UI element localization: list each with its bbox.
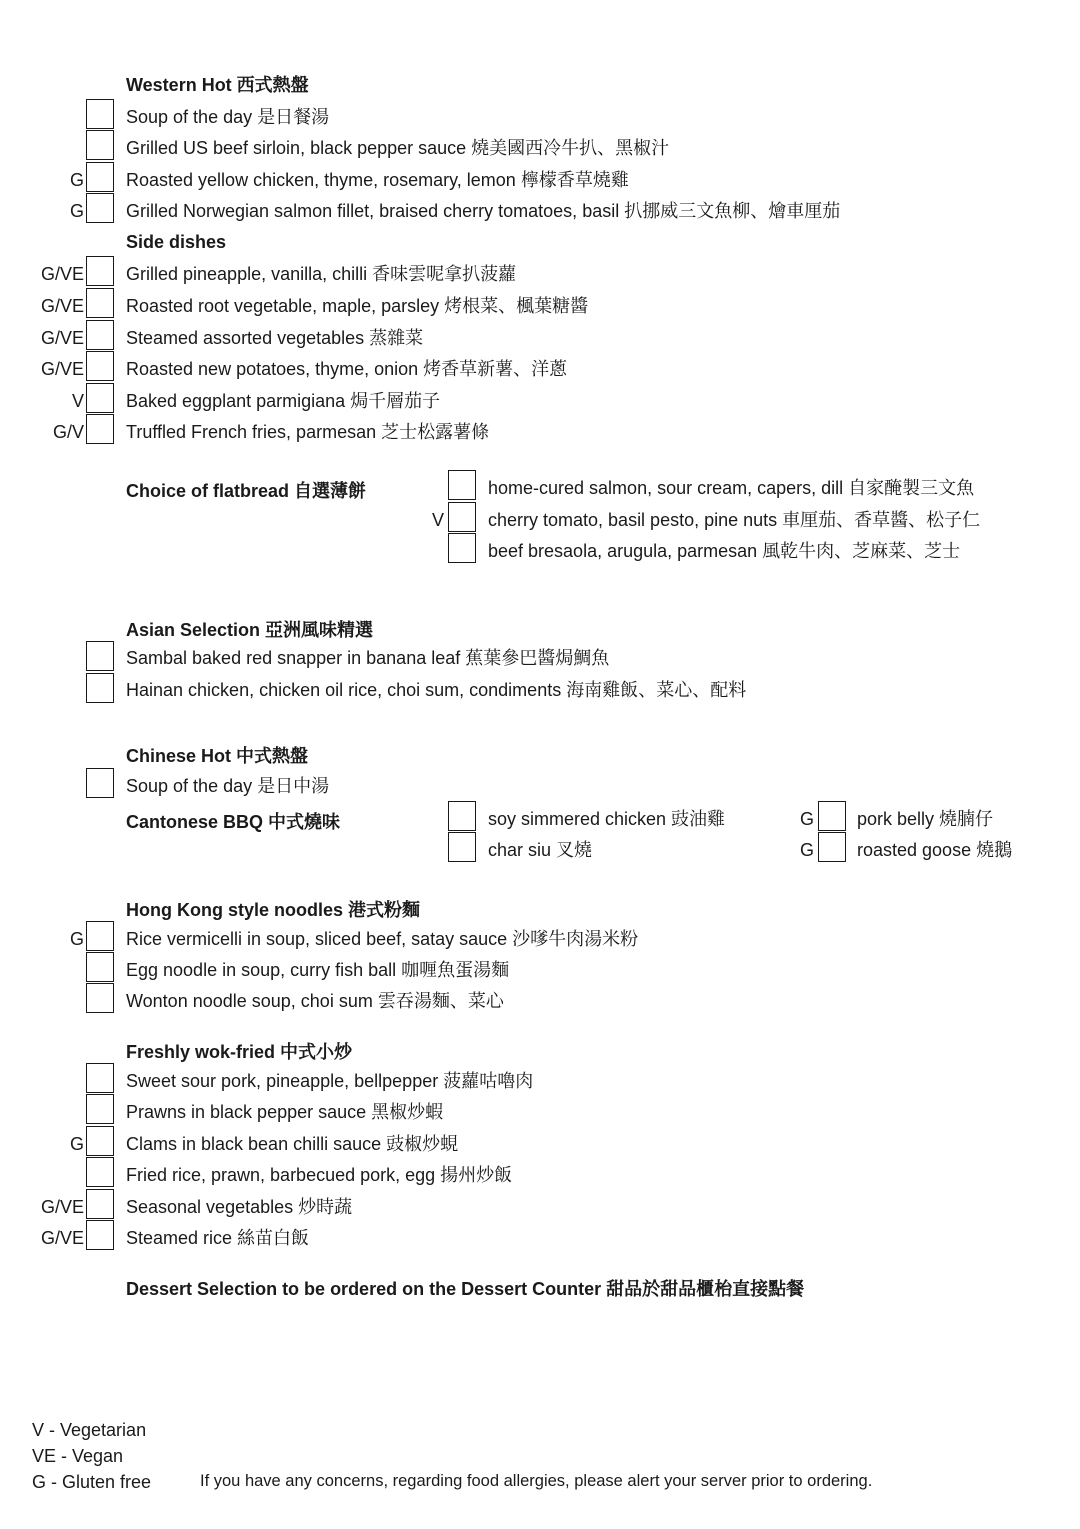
menu-item: Steamed rice 絲苗白飯 <box>126 1228 310 1248</box>
menu-checkbox[interactable] <box>448 533 476 563</box>
dietary-tag: G/VE <box>40 1197 84 1217</box>
menu-checkbox[interactable] <box>86 351 114 381</box>
menu-item: Roasted new potatoes, thyme, onion 烤香草新薯、洋蔥 <box>126 359 568 379</box>
menu-checkbox[interactable] <box>86 1094 114 1124</box>
menu-checkbox[interactable] <box>86 383 114 413</box>
menu-item: Grilled Norwegian salmon fillet, braised cherry tomatoes, basil 扒挪威三文魚柳、燴車厘茄 <box>126 201 841 221</box>
menu-checkbox[interactable] <box>86 130 114 160</box>
menu-item: char siu 叉燒 <box>488 840 593 860</box>
dietary-tag: G/VE <box>40 264 84 284</box>
menu-item: Truffled French fries, parmesan 芝士松露薯條 <box>126 422 490 442</box>
menu-checkbox[interactable] <box>448 470 476 500</box>
menu-item: Sambal baked red snapper in banana leaf 蕉葉參巴醬焗鯛魚 <box>126 648 610 668</box>
dessert-note: Dessert Selection to be ordered on the Dessert Counter 甜品於甜品櫃枱直接點餐 <box>126 1279 805 1299</box>
menu-checkbox[interactable] <box>86 641 114 671</box>
legend-vegetarian: V - Vegetarian <box>32 1420 147 1440</box>
menu-checkbox[interactable] <box>86 1063 114 1093</box>
menu-item: Egg noodle in soup, curry fish ball 咖喱魚蛋湯麵 <box>126 960 510 980</box>
menu-checkbox[interactable] <box>86 1157 114 1187</box>
menu-checkbox[interactable] <box>86 1220 114 1250</box>
menu-checkbox[interactable] <box>818 801 846 831</box>
menu-item: cherry tomato, basil pesto, pine nuts 車厘茄、香草醬、松子仁 <box>488 510 981 530</box>
menu-item: home-cured salmon, sour cream, capers, dill 自家醃製三文魚 <box>488 478 975 498</box>
dietary-tag: G/V <box>52 422 84 442</box>
dietary-tag: G/VE <box>40 328 84 348</box>
menu-checkbox[interactable] <box>86 320 114 350</box>
menu-item: Soup of the day 是日餐湯 <box>126 107 330 127</box>
menu-checkbox[interactable] <box>86 99 114 129</box>
menu-checkbox[interactable] <box>448 502 476 532</box>
legend-gluten-free: G - Gluten free <box>32 1472 152 1492</box>
menu-item: Hainan chicken, chicken oil rice, choi sum, condiments 海南雞飯、菜心、配料 <box>126 680 747 700</box>
menu-item: soy simmered chicken 豉油雞 <box>488 809 726 829</box>
dietary-tag: G/VE <box>40 296 84 316</box>
dietary-tag: G <box>69 170 84 190</box>
menu-checkbox[interactable] <box>86 162 114 192</box>
menu-item: Sweet sour pork, pineapple, bellpepper 菠蘿咕嚕肉 <box>126 1071 534 1091</box>
dietary-tag: G/VE <box>40 1228 84 1248</box>
section-heading-hk-noodles: Hong Kong style noodles 港式粉麵 <box>126 900 421 920</box>
menu-item: Roasted yellow chicken, thyme, rosemary, lemon 檸檬香草燒雞 <box>126 170 629 190</box>
dietary-tag: V <box>71 391 84 411</box>
section-heading-western-hot: Western Hot 西式熱盤 <box>126 75 309 95</box>
menu-checkbox[interactable] <box>86 414 114 444</box>
dietary-tag: G <box>799 840 814 860</box>
section-heading-wok-fried: Freshly wok-fried 中式小炒 <box>126 1042 353 1062</box>
section-heading-side-dishes: Side dishes <box>126 232 227 252</box>
menu-checkbox[interactable] <box>86 673 114 703</box>
menu-checkbox[interactable] <box>86 983 114 1013</box>
allergy-note: If you have any concerns, regarding food allergies, please alert your server prior to ordering. <box>200 1472 873 1490</box>
menu-checkbox[interactable] <box>86 1126 114 1156</box>
menu-checkbox[interactable] <box>448 801 476 831</box>
menu-item: Seasonal vegetables 炒時蔬 <box>126 1197 353 1217</box>
dietary-tag: G <box>69 201 84 221</box>
menu-item: Steamed assorted vegetables 蒸雜菜 <box>126 328 424 348</box>
dietary-tag: V <box>431 510 444 530</box>
menu-item: Soup of the day 是日中湯 <box>126 776 330 796</box>
menu-checkbox[interactable] <box>86 256 114 286</box>
menu-item: Prawns in black pepper sauce 黑椒炒蝦 <box>126 1102 444 1122</box>
menu-checkbox[interactable] <box>448 832 476 862</box>
dietary-tag: G <box>799 809 814 829</box>
menu-checkbox[interactable] <box>86 1189 114 1219</box>
menu-item: Roasted root vegetable, maple, parsley 烤根菜、楓葉糖醬 <box>126 296 589 316</box>
menu-item: Grilled US beef sirloin, black pepper sauce 燒美國西冷牛扒、黑椒汁 <box>126 138 670 158</box>
menu-checkbox[interactable] <box>86 193 114 223</box>
legend-vegan: VE - Vegan <box>32 1446 124 1466</box>
menu-item: Baked eggplant parmigiana 焗千層茄子 <box>126 391 441 411</box>
section-heading-cantonese-bbq: Cantonese BBQ 中式燒味 <box>126 812 341 832</box>
menu-item: Rice vermicelli in soup, sliced beef, satay sauce 沙嗲牛肉湯米粉 <box>126 929 639 949</box>
section-heading-flatbread: Choice of flatbread 自選薄餅 <box>126 481 367 501</box>
menu-item: roasted goose 燒鵝 <box>857 840 1013 860</box>
menu-item: Grilled pineapple, vanilla, chilli 香味雲呢拿扒菠蘿 <box>126 264 517 284</box>
section-heading-chinese-hot: Chinese Hot 中式熱盤 <box>126 746 309 766</box>
menu-checkbox[interactable] <box>86 921 114 951</box>
menu-checkbox[interactable] <box>86 768 114 798</box>
section-heading-asian: Asian Selection 亞洲風味精選 <box>126 620 374 640</box>
menu-item: pork belly 燒腩仔 <box>857 809 994 829</box>
menu-checkbox[interactable] <box>818 832 846 862</box>
menu-item: beef bresaola, arugula, parmesan 風乾牛肉、芝麻菜、芝士 <box>488 541 961 561</box>
dietary-tag: G/VE <box>40 359 84 379</box>
dietary-tag: G <box>69 929 84 949</box>
menu-item: Wonton noodle soup, choi sum 雲吞湯麵、菜心 <box>126 991 504 1011</box>
menu-item: Clams in black bean chilli sauce 豉椒炒蜆 <box>126 1134 459 1154</box>
menu-item: Fried rice, prawn, barbecued pork, egg 揚州炒飯 <box>126 1165 513 1185</box>
dietary-tag: G <box>69 1134 84 1154</box>
menu-checkbox[interactable] <box>86 288 114 318</box>
menu-checkbox[interactable] <box>86 952 114 982</box>
